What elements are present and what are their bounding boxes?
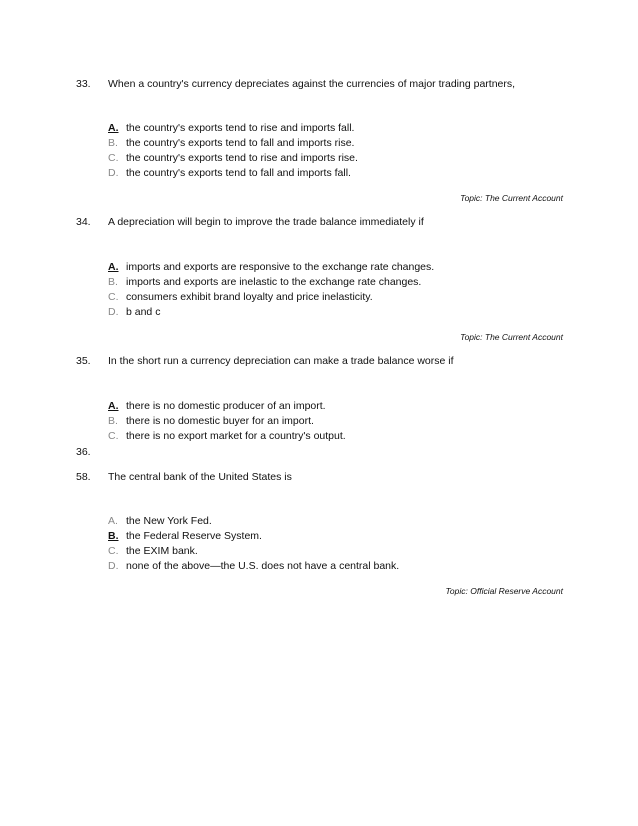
option-letter: B.	[108, 530, 119, 542]
option-58-b	[108, 530, 262, 542]
option-text: there is no domestic buyer for an import.	[126, 415, 314, 427]
option-letter: A.	[108, 515, 118, 527]
option-33-a	[108, 122, 354, 134]
option-58-d	[108, 560, 399, 572]
option-35-c	[108, 430, 346, 442]
option-34-a	[108, 261, 434, 273]
option-letter: B.	[108, 137, 118, 149]
option-text: there is no domestic producer of an import.	[126, 400, 326, 412]
topic-label: Topic: The Current Account	[460, 332, 563, 342]
option-letter: D.	[108, 167, 119, 179]
option-text: the EXIM bank.	[126, 545, 198, 557]
option-letter: A.	[108, 122, 119, 134]
option-35-a	[108, 400, 326, 412]
option-text: consumers exhibit brand loyalty and price inelasticity.	[126, 291, 373, 303]
option-58-a	[108, 515, 212, 527]
option-text: the country's exports tend to rise and imports rise.	[126, 152, 358, 164]
option-text: there is no export market for a country's output.	[126, 430, 346, 442]
option-34-c	[108, 291, 373, 303]
option-34-d	[108, 306, 160, 318]
option-letter: D.	[108, 306, 119, 318]
question-number: 33.	[76, 78, 91, 90]
option-58-c	[108, 545, 198, 557]
question-text: In the short run a currency depreciation can make a trade balance worse if	[108, 355, 454, 367]
option-letter: C.	[108, 430, 119, 442]
question-36-number: 36.	[76, 446, 91, 458]
option-text: the country's exports tend to fall and imports fall.	[126, 167, 351, 179]
topic-label: Topic: Official Reserve Account	[445, 586, 563, 596]
question-text: When a country's currency depreciates against the currencies of major trading partners,	[108, 78, 516, 90]
option-35-b	[108, 415, 314, 427]
question-number: 58.	[76, 471, 91, 483]
option-text: b and c	[126, 306, 161, 318]
option-text: the country's exports tend to fall and imports rise.	[126, 137, 355, 149]
topic-label: Topic: The Current Account	[460, 193, 563, 203]
option-33-b	[108, 137, 354, 149]
option-text: the country's exports tend to rise and imports fall.	[126, 122, 355, 134]
option-text: imports and exports are responsive to the exchange rate changes.	[126, 261, 435, 273]
question-text: A depreciation will begin to improve the trade balance immediately if	[108, 216, 424, 228]
option-33-d	[108, 167, 351, 179]
option-text: imports and exports are inelastic to the exchange rate changes.	[126, 276, 422, 288]
option-letter: A.	[108, 400, 119, 412]
option-letter: C.	[108, 152, 119, 164]
option-letter: A.	[108, 261, 119, 273]
option-letter: C.	[108, 545, 119, 557]
question-number: 35.	[76, 355, 91, 367]
option-text: none of the above—the U.S. does not have a central bank.	[126, 560, 400, 572]
option-letter: B.	[108, 415, 118, 427]
option-letter: C.	[108, 291, 119, 303]
option-letter: D.	[108, 560, 119, 572]
option-33-c	[108, 152, 358, 164]
option-text: the New York Fed.	[126, 515, 212, 527]
option-34-b	[108, 276, 421, 288]
question-number: 34.	[76, 216, 91, 228]
option-text: the Federal Reserve System.	[126, 530, 262, 542]
option-letter: B.	[108, 276, 118, 288]
question-text: The central bank of the United States is	[108, 471, 292, 483]
